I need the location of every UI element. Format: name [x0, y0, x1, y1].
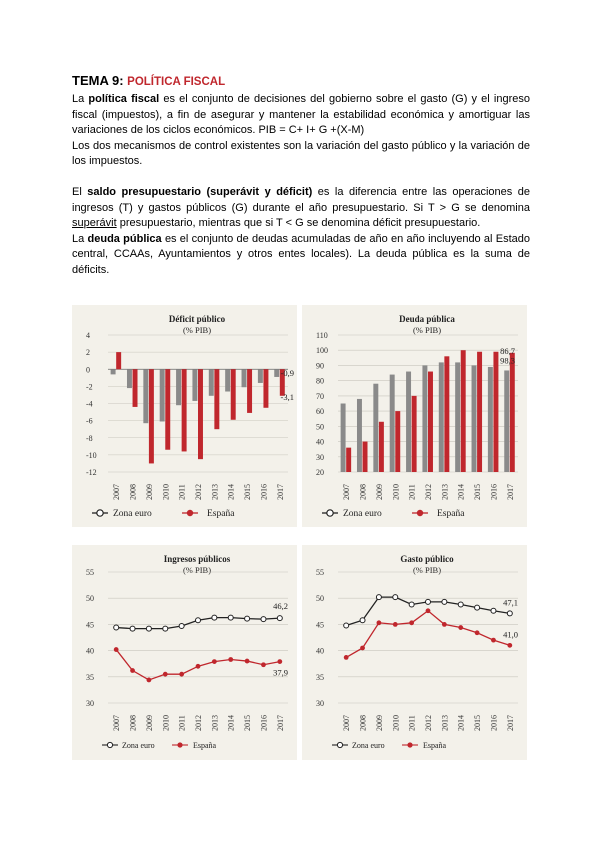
point-zona-euro-2014 [458, 602, 463, 607]
x-tick-label: 2015 [473, 484, 483, 500]
x-tick-label: 2011 [407, 484, 417, 500]
point-espana-2010 [163, 672, 168, 677]
x-tick-label: 2013 [210, 715, 220, 731]
y-tick-label: 50 [316, 422, 324, 432]
point-espana-2008 [360, 646, 365, 651]
x-tick-label: 2009 [144, 484, 154, 500]
p3-rest1: es la diferencia entre las operaciones de ingresos (T) y gastos públicos (G) durante el año presupuestario. Si T > G se denomina [72, 185, 530, 214]
legend-marker-zona-euro [107, 742, 112, 747]
point-espana-2016 [261, 662, 266, 667]
point-espana-2007 [344, 655, 349, 660]
p1-rest: es el conjunto de decisiones del gobierno sobre el gasto (G) y el ingreso fiscal (impuestos), a fin de asegurar y mantener la estabilidad económica y amortiguar las variaciones de los ciclos económicos. PIB = C+ I+ G +(X-M) [72, 93, 530, 137]
x-tick-label: 2014 [226, 715, 236, 731]
chart-subtitle: (% PIB) [182, 565, 212, 575]
p1-bold: política fiscal [88, 93, 160, 105]
point-espana-2011 [179, 672, 184, 677]
bar-espana-2009 [379, 422, 384, 472]
bar-zona-euro-2017 [274, 369, 279, 377]
y-tick-label: 70 [316, 391, 324, 401]
p3-lead: El [72, 185, 82, 198]
y-tick-label: 35 [86, 672, 94, 682]
bar-zona-euro-2007 [111, 369, 116, 374]
bar-zona-euro-2014 [225, 369, 230, 391]
p4-rest: es el conjunto de deudas acumuladas de año en año incluyendo al Estado central, CCAAs, Ayuntamientos y otros entes locales). La deuda pública es la suma de déficits. [72, 232, 530, 276]
bar-espana-2011 [412, 396, 417, 472]
bar-espana-2012 [428, 372, 433, 472]
bar-espana-2007 [116, 352, 121, 369]
y-tick-label: 110 [316, 331, 328, 340]
x-tick-label: 2007 [112, 484, 122, 500]
bar-espana-2008 [133, 369, 138, 407]
y-tick-label: 40 [316, 646, 324, 656]
x-tick-label: 2013 [440, 484, 450, 500]
point-espana-2012 [196, 664, 201, 669]
p4-lead: La [72, 232, 85, 245]
p4-bold: deuda pública [87, 232, 162, 245]
x-tick-label: 2014 [226, 484, 236, 500]
legend-marker-zona-euro [337, 742, 342, 747]
y-tick-label: 50 [86, 594, 94, 604]
point-zona-euro-2017 [507, 611, 512, 616]
bar-zona-euro-2008 [127, 369, 132, 388]
point-zona-euro-2010 [163, 626, 168, 631]
bar-zona-euro-2016 [488, 367, 493, 472]
chart-title: Gasto público [400, 554, 454, 564]
point-zona-euro-2011 [179, 623, 184, 628]
legend-marker-espana [407, 742, 412, 747]
data-label-espana: 86,7 [500, 345, 515, 356]
chart-title: Deuda pública [399, 314, 455, 324]
paragraph-deuda [72, 232, 530, 279]
point-zona-euro-2017 [277, 616, 282, 621]
x-tick-label: 2017 [505, 484, 515, 500]
paragraph-mecanismos: Los dos mecanismos de control existentes son la variación del gasto público y la variación de los impuestos. [72, 139, 530, 168]
p3-bold: saldo presupuestario (superávit y déficit) [87, 185, 313, 198]
bar-zona-euro-2008 [357, 399, 362, 472]
bar-zona-euro-2011 [176, 369, 181, 405]
x-tick-label: 2016 [489, 715, 499, 731]
point-espana-2014 [458, 625, 463, 630]
y-tick-label: 90 [316, 361, 324, 371]
point-espana-2011 [409, 620, 414, 625]
bar-zona-euro-2013 [439, 362, 444, 472]
y-tick-label: 30 [86, 699, 94, 708]
bar-zona-euro-2012 [192, 369, 197, 401]
bar-espana-2012 [198, 369, 203, 459]
data-label-zona-euro: 47,1 [503, 597, 518, 608]
point-espana-2009 [377, 620, 382, 625]
bar-espana-2016 [493, 352, 498, 472]
bar-espana-2008 [363, 442, 368, 472]
point-espana-2013 [442, 622, 447, 627]
point-zona-euro-2009 [146, 626, 151, 631]
x-tick-label: 2013 [210, 484, 220, 500]
x-tick-label: 2016 [489, 484, 499, 500]
x-tick-label: 2015 [243, 715, 253, 731]
x-tick-label: 2009 [374, 715, 384, 731]
y-tick-label: 40 [86, 646, 94, 656]
chart-ingresos [72, 545, 297, 760]
point-espana-2017 [507, 643, 512, 648]
point-espana-2013 [212, 659, 217, 664]
point-zona-euro-2016 [261, 617, 266, 622]
legend-label-espana: España [207, 509, 235, 519]
point-zona-euro-2007 [114, 625, 119, 630]
x-tick-label: 2010 [161, 715, 171, 731]
chart-subtitle: (% PIB) [412, 565, 442, 575]
point-zona-euro-2012 [196, 618, 201, 623]
legend-label-zona-euro: Zona euro [343, 509, 382, 519]
point-espana-2016 [491, 638, 496, 643]
p3-underlined: superávit [72, 217, 117, 230]
data-label-zona-euro: 98,3 [500, 355, 515, 366]
bar-espana-2011 [182, 369, 187, 451]
y-tick-label: -12 [86, 468, 97, 477]
point-zona-euro-2010 [393, 595, 398, 600]
title-suffix: POLÍTICA FISCAL [127, 76, 226, 88]
chart-title: Déficit público [168, 314, 226, 324]
bar-zona-euro-2017 [504, 370, 509, 472]
y-tick-label: -4 [86, 399, 93, 409]
y-tick-label: 80 [316, 376, 324, 386]
bar-espana-2007 [346, 448, 351, 472]
x-tick-label: 2012 [424, 715, 433, 731]
x-tick-label: 2014 [456, 484, 466, 500]
point-zona-euro-2014 [228, 615, 233, 620]
legend-marker-espana [177, 742, 182, 747]
bar-espana-2010 [165, 369, 170, 449]
point-espana-2009 [147, 678, 152, 683]
bar-espana-2010 [395, 411, 400, 472]
bar-espana-2009 [149, 369, 154, 463]
x-tick-label: 2017 [505, 715, 515, 731]
data-label-espana: -3,1 [280, 391, 294, 402]
x-tick-label: 2008 [358, 484, 368, 500]
chart-deuda [302, 305, 527, 527]
y-tick-label: 35 [316, 672, 324, 682]
y-tick-label: -10 [86, 450, 97, 460]
x-tick-label: 2008 [358, 715, 368, 731]
data-label-zona-euro: -0,9 [280, 367, 294, 378]
bar-espana-2013 [444, 356, 449, 472]
title-prefix: TEMA 9: [72, 73, 124, 88]
y-tick-label: 55 [316, 568, 324, 577]
x-tick-label: 2009 [374, 484, 384, 500]
point-zona-euro-2016 [491, 608, 496, 613]
x-tick-label: 2015 [473, 715, 483, 731]
x-tick-label: 2013 [440, 715, 450, 731]
y-tick-label: 45 [316, 620, 324, 630]
y-tick-label: 45 [86, 620, 94, 630]
y-tick-label: 55 [86, 568, 94, 577]
point-zona-euro-2008 [360, 618, 365, 623]
point-espana-2008 [130, 668, 135, 673]
x-tick-label: 2016 [259, 484, 269, 500]
point-zona-euro-2011 [409, 602, 414, 607]
x-tick-label: 2011 [177, 484, 187, 500]
x-tick-label: 2008 [128, 484, 138, 500]
x-tick-label: 2010 [391, 484, 401, 500]
y-tick-label: 0 [86, 365, 90, 375]
point-zona-euro-2009 [376, 595, 381, 600]
legend-marker-espana [187, 510, 193, 516]
x-tick-label: 2010 [161, 484, 171, 500]
legend-label-espana: España [423, 741, 447, 750]
y-tick-label: -8 [86, 433, 93, 443]
y-tick-label: 20 [316, 468, 324, 477]
x-tick-label: 2015 [243, 484, 253, 500]
data-label-espana: 41,0 [503, 629, 518, 640]
point-espana-2007 [114, 647, 119, 652]
bar-zona-euro-2015 [242, 369, 247, 387]
bar-zona-euro-2010 [390, 375, 395, 472]
point-espana-2015 [475, 630, 480, 635]
bar-zona-euro-2009 [373, 384, 378, 472]
x-tick-label: 2012 [194, 484, 203, 500]
legend-label-zona-euro: Zona euro [113, 509, 152, 519]
bar-zona-euro-2015 [472, 365, 477, 472]
p1-lead: La [72, 93, 85, 105]
legend-marker-zona-euro [327, 510, 333, 516]
data-label-zona-euro: 46,2 [273, 601, 288, 612]
x-tick-label: 2007 [112, 715, 122, 731]
point-zona-euro-2015 [475, 605, 480, 610]
paragraph-saldo [72, 185, 530, 232]
point-zona-euro-2008 [130, 626, 135, 631]
y-tick-label: 30 [316, 452, 324, 462]
x-tick-label: 2017 [275, 715, 285, 731]
y-tick-label: -2 [86, 382, 93, 392]
data-label-espana: 37,9 [273, 667, 288, 678]
legend-label-zona-euro: Zona euro [352, 741, 385, 750]
bar-zona-euro-2014 [455, 362, 460, 472]
bar-zona-euro-2012 [422, 365, 427, 472]
chart-subtitle: (% PIB) [412, 325, 442, 335]
point-zona-euro-2013 [212, 615, 217, 620]
bar-espana-2015 [477, 352, 482, 472]
bar-espana-2014 [461, 350, 466, 472]
x-tick-label: 2007 [342, 484, 352, 500]
bar-espana-2014 [231, 369, 236, 420]
legend-marker-espana [417, 510, 423, 516]
x-tick-label: 2012 [424, 484, 433, 500]
bar-espana-2016 [263, 369, 268, 408]
legend-label-espana: España [193, 741, 217, 750]
legend-label-espana: España [437, 509, 465, 519]
bar-espana-2013 [214, 369, 219, 429]
chart-title: Ingresos públicos [163, 554, 231, 564]
chart-deficit [72, 305, 297, 527]
point-espana-2012 [426, 608, 431, 613]
intro-text [72, 92, 530, 279]
x-tick-label: 2017 [275, 484, 285, 500]
x-tick-label: 2009 [144, 715, 154, 731]
y-tick-label: -6 [86, 416, 93, 426]
x-tick-label: 2011 [407, 715, 417, 731]
bar-espana-2015 [247, 369, 252, 413]
y-tick-label: 50 [316, 594, 324, 604]
point-zona-euro-2015 [245, 616, 250, 621]
legend-label-zona-euro: Zona euro [122, 741, 155, 750]
x-tick-label: 2007 [342, 715, 352, 731]
legend-marker-zona-euro [97, 510, 103, 516]
y-tick-label: 2 [86, 348, 90, 358]
bar-zona-euro-2007 [341, 404, 346, 473]
x-tick-label: 2014 [456, 715, 466, 731]
x-tick-label: 2012 [194, 715, 203, 731]
bar-zona-euro-2011 [406, 372, 411, 472]
bar-zona-euro-2013 [209, 369, 214, 396]
point-espana-2010 [393, 622, 398, 627]
paragraph-politica-fiscal [72, 92, 530, 139]
point-zona-euro-2007 [344, 623, 349, 628]
p3-rest2: presupuestario, mientras que si T < G se denomina déficit presupuestario. [119, 217, 481, 230]
y-tick-label: 4 [86, 331, 90, 340]
chart-subtitle: (% PIB) [182, 325, 212, 335]
point-zona-euro-2013 [442, 599, 447, 604]
y-tick-label: 40 [316, 437, 324, 447]
y-tick-label: 30 [316, 699, 324, 708]
y-tick-label: 60 [316, 407, 324, 417]
point-zona-euro-2012 [426, 599, 431, 604]
page-title [72, 73, 225, 88]
point-espana-2015 [245, 659, 250, 664]
point-espana-2017 [277, 659, 282, 664]
x-tick-label: 2010 [391, 715, 401, 731]
x-tick-label: 2016 [259, 715, 269, 731]
bar-zona-euro-2010 [160, 369, 165, 421]
point-espana-2014 [228, 657, 233, 662]
bar-zona-euro-2009 [143, 369, 148, 423]
y-tick-label: 100 [316, 346, 328, 356]
x-tick-label: 2011 [177, 715, 187, 731]
x-tick-label: 2008 [128, 715, 138, 731]
bar-zona-euro-2016 [258, 369, 263, 383]
chart-gasto [302, 545, 527, 760]
bar-espana-2017 [510, 353, 515, 472]
